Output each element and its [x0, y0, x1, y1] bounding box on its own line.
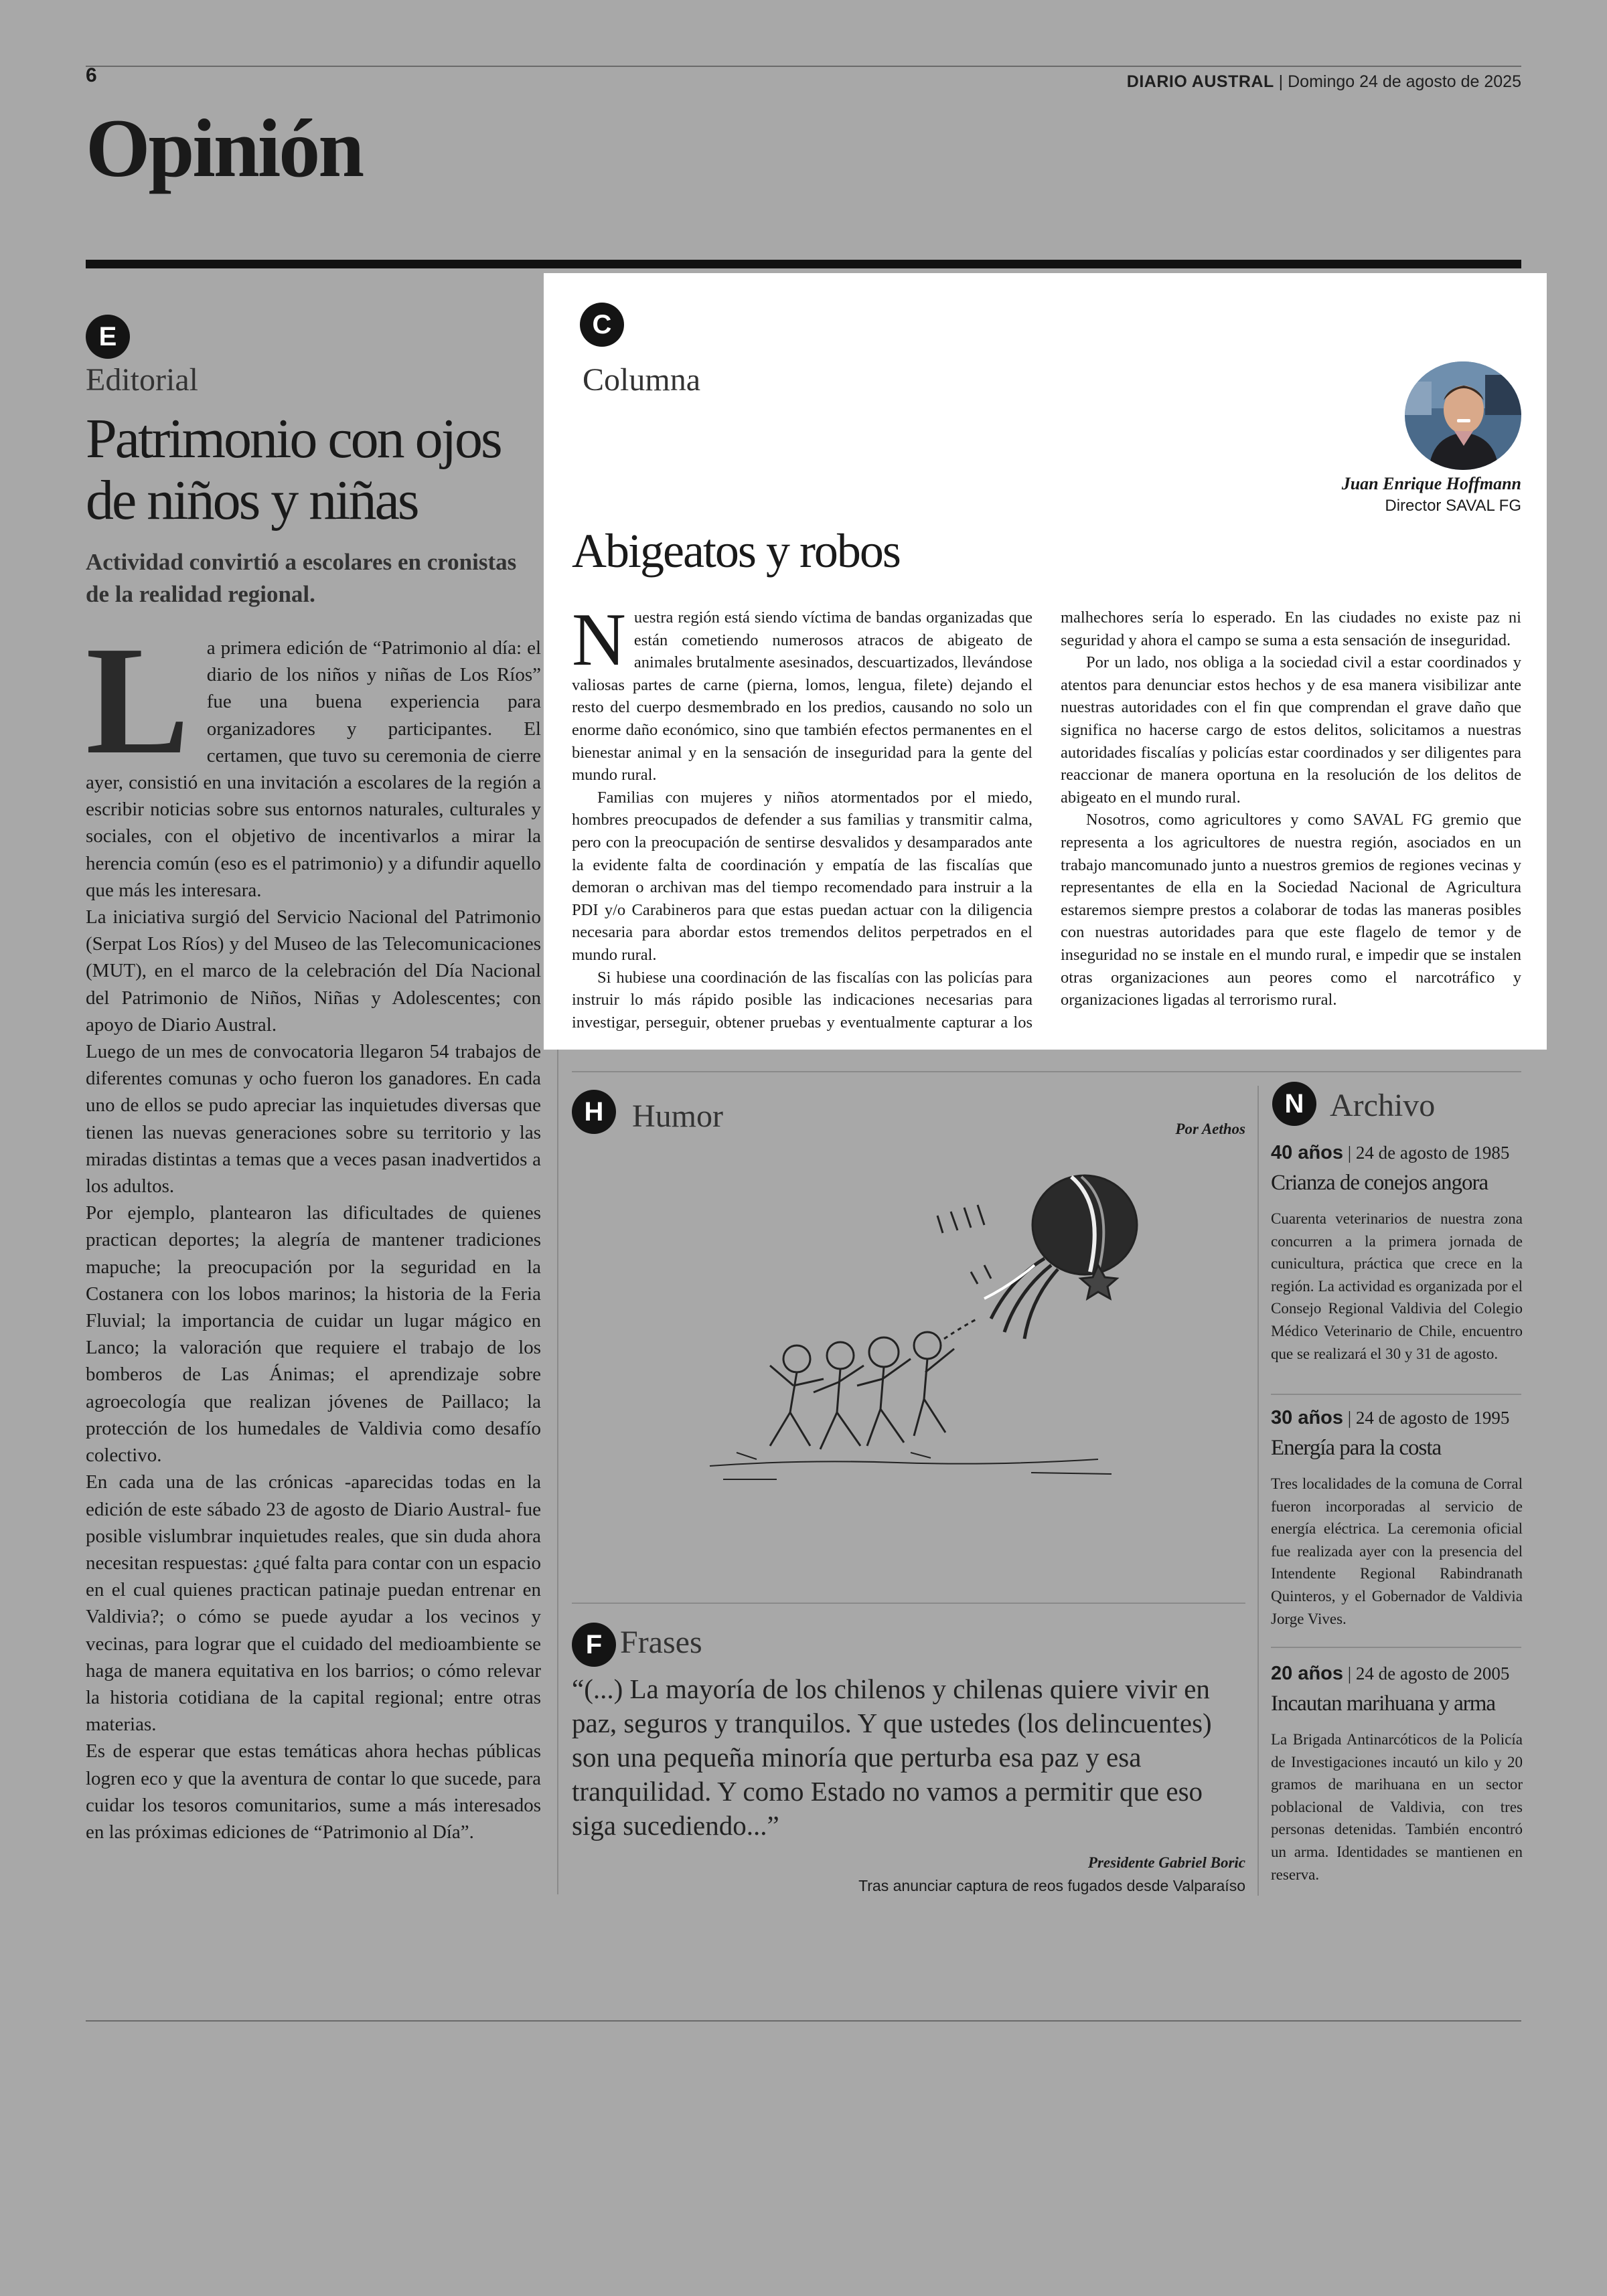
- editorial-paragraph: En cada una de las crónicas -aparecidas todas en la edición de este sábado 23 de agosto de Diario Austral- fue posible vislumbrar inquietudes reales, que sin duda ahora necesitan respuestas: ¿qué falta para contar con un espacio en el cual quienes practican patinaje puedan entrenar en Valdivia?; o cómo se puede ayudar a los vecinos y vecinas, para lograr que el cuidado del medioambiente se haga de manera equitativa en los barrios; o cómo relevar la historia cotidiana de la capital regional; entre otras materias.: [86, 1471, 541, 1736]
- column-divider: [1257, 1086, 1259, 1896]
- archive-years: 40 años: [1271, 1142, 1343, 1163]
- footer-rule: [86, 2020, 1521, 2022]
- editorial-body: [86, 614, 541, 1846]
- editorial-paragraph-text: a primera edición de “Patrimonio al día: el diario de los niños y niñas de Los Ríos” fue una buena experiencia para organizadores y participantes. El certamen, que tuvo su ceremonia de cierre ayer, consistió en una invitación a escolares de la región a escribir noticias sobre sus entornos naturales, culturales y sociales, con el objetivo de incentivarlos a mirar la herencia común (eso es el patrimonio) y a difundir aquello que más les interesara.: [86, 637, 541, 901]
- archivo-badge: N: [1272, 1082, 1316, 1126]
- archive-divider: [1271, 1394, 1521, 1395]
- editorial-kicker: Editorial: [86, 362, 198, 398]
- column-badge: C: [580, 303, 624, 347]
- column-dropcap: N: [572, 598, 626, 681]
- archive-date: 24 de agosto de 1995: [1355, 1408, 1510, 1428]
- column-kicker: Columna: [583, 362, 700, 398]
- humor-kicker: Humor: [632, 1098, 723, 1134]
- editorial-dropcap: L: [86, 614, 189, 787]
- section-title: Opinión: [86, 102, 363, 194]
- column-paragraph: Familias con mujeres y niños atormentados por el miedo, hombres preocupados de defender a sus familias y transmitir calma, pero con la preocupación de sentirse desvalidos y desamparados ante la evidente falta de coordinación y empatía de las fiscalías que demoran o archivan mas del tiempo recomendado para instruir a la PDI y/o Carabineros para que estas puedan actuar con la diligencia necesaria para abordar estos tremendos delitos perpetrados en el mundo rural.: [572, 788, 1032, 964]
- cartoon-illustration: [696, 1165, 1178, 1526]
- editorial-paragraph: Es de esperar que estas temáticas ahora hechas públicas logren eco y que la aventura de contar lo que sucede, para cuidar los tesoros comunitarios, sume a más interesados en las próximas ediciones de “Patrimonio al Día”.: [86, 1740, 541, 1843]
- archive-text: Cuarenta veterinarios de nuestra zona concurren a la primera jornada de cunicultura, práctica que crece en la región. La actividad es organizada por el Consejo Regional Valdivia del Colegio Médico Veterinario de Chile, encuentro que se realizará el 30 y 31 de agosto.: [1271, 1210, 1523, 1362]
- archive-item: [1271, 1407, 1523, 1630]
- page-number: 6: [86, 64, 97, 86]
- archive-text: Tres localidades de la comuna de Corral fueron incorporadas al servicio de energía eléctrica. La ceremonia oficial fue realizada ayer con la presencia del Intendente Regional Rabindranath Quinteros, y el Gobernador de Valdivia Jorge Vives.: [1271, 1475, 1523, 1627]
- archive-divider: [1271, 1647, 1521, 1648]
- column-paragraph: [572, 598, 1032, 787]
- column-paragraph: Si hubiese una coordinación de las fiscalías con las policías para instruir lo más rápido posible las indicaciones necesarias para investigar, perseguir, obtener pruebas y eventualmente capturar a los malhechores sería lo esperado. En las ciudades no existe paz ni seguridad y ahora el campo se suma a esta sensación de inseguridad.: [572, 608, 1521, 1032]
- section-rule: [86, 260, 1521, 268]
- frases-kicker: Frases: [620, 1625, 702, 1660]
- archive-years: 30 años: [1271, 1407, 1343, 1428]
- editorial-badge: E: [86, 315, 130, 359]
- archive-item-header: 40 años | 24 de agosto de 1985: [1271, 1142, 1510, 1163]
- column-author: Juan Enrique Hoffmann: [1341, 474, 1521, 493]
- cartoon-byline: Por Aethos: [1175, 1121, 1245, 1137]
- column-title: Abigeatos y robos: [572, 524, 900, 578]
- editorial-paragraph: [86, 614, 541, 904]
- archive-title: Energía para la costa: [1271, 1436, 1442, 1460]
- column-paragraph-text: uestra región está siendo víctima de bandas organizadas que están cometiendo numerosos atracos de abigeato de animales brutalmente asesinados, descuartizados, llevándose valiosas partes de carne (pierna, lomos, lengua, filete) dejando el resto del cuerpo desmembrado en los predios, causando no solo un enorme daño económico, sino que también efectos permanentes en el bienestar animal y en la sensación de inseguridad para la gente del mundo rural.: [572, 608, 1032, 785]
- archive-item-header: 20 años | 24 de agosto de 2005: [1271, 1663, 1510, 1684]
- archive-years: 20 años: [1271, 1663, 1343, 1684]
- archive-title: Incautan marihuana y arma: [1271, 1692, 1496, 1716]
- frases-badge: F: [572, 1623, 616, 1667]
- section-divider: [572, 1071, 1521, 1072]
- archive-date: 24 de agosto de 2005: [1355, 1663, 1510, 1684]
- column-paragraph: Por un lado, nos obliga a la sociedad civil a estar coordinados y atentos para denunciar estos hechos y de esa manera visibilizar ante nuestras autoridades con el fin que comprendan el grave daño que significa no hacerse cargo de estos delitos, solicitamos a nuestras autoridades fiscalías y policías estar coordinados y ser diligentes para reaccionar de manera oportuna en la resolución de los delitos de abigeato en el mundo rural.: [1061, 653, 1521, 807]
- editorial-paragraph: Por ejemplo, plantearon las dificultades de quienes practican deportes; la alegría de mantener tradiciones mapuche; la preocupación por la seguridad en la Costanera con los lobos marinos; la historia de la Feria Fluvial; la importancia de cuidar un lugar mágico en Lanco; la valoración que requiere el trabajo de los bomberos de Las Ánimas; el aprendizaje sobre agroecología que realizan jóvenes de Paillaco; la protección de los humedales de Valdivia como desafío colectivo.: [86, 1202, 541, 1467]
- archive-text: La Brigada Antinarcóticos de la Policía de Investigaciones incautó un kilo y 20 gramos de marihuana en un sector poblacional de Valdivia, con tres personas detenidas. También encontró un arma. Identidades se mantienen en reserva.: [1271, 1731, 1523, 1883]
- editorial-paragraph: Luego de un mes de convocatoria llegaron 54 trabajos de diferentes comunas y ocho fueron los ganadores. En cada uno de ellos se pudo apreciar las inquietudes diversas que tienen las nuevas generaciones sobre su territorio y las miradas distintas a temas que a veces pasan inadvertidos a los adultos.: [86, 1041, 541, 1198]
- masthead: DIARIO AUSTRAL | Domingo 24 de agosto de 2025: [1126, 72, 1521, 91]
- archive-date: 24 de agosto de 1985: [1355, 1143, 1510, 1163]
- archivo-kicker: Archivo: [1330, 1088, 1436, 1123]
- humor-badge: H: [572, 1090, 616, 1134]
- archive-title: Crianza de conejos angora: [1271, 1171, 1488, 1195]
- archive-item: [1271, 1142, 1523, 1365]
- author-photo: [1405, 361, 1521, 470]
- editorial-paragraph: La iniciativa surgió del Servicio Nacional del Patrimonio (Serpat Los Ríos) y del Museo de las Telecomunicaciones (MUT), en el marco de la celebración del Día Nacional del Patrimonio de Niños, Niñas y Adolescentes; con apoyo de Diario Austral.: [86, 906, 541, 1036]
- column-body: [572, 598, 1521, 1034]
- editorial-subtitle: Actividad convirtió a escolares en cronistas de la realidad regional.: [86, 549, 517, 607]
- column-author-role: Director SAVAL FG: [1385, 497, 1521, 515]
- publication-name: DIARIO AUSTRAL: [1126, 72, 1274, 91]
- quote-context: Tras anunciar captura de reos fugados desde Valparaíso: [858, 1877, 1245, 1894]
- publication-date: Domingo 24 de agosto de 2025: [1288, 72, 1521, 91]
- quote-author: Presidente Gabriel Boric: [1087, 1854, 1245, 1871]
- archive-item: [1271, 1663, 1523, 1886]
- column-paragraph: Nosotros, como agricultores y como SAVAL FG gremio que representa a los agricultores de nuestra región, asociados en un trabajo mancomunado junto a nuestros gremios de regiones vecinas y representantes de ella en la Sociedad Nacional de Agricultura estaremos siempre prestos a colaborar de todas las maneras posibles con nuestras autoridades para que este flagelo de temor y de inseguridad no se instale en el mundo rural, e impedir que se instalen otras organizaciones aun peores como el narcotráfico y organizaciones ligadas al terrorismo rural.: [1061, 811, 1521, 1009]
- header-rule: [86, 66, 1521, 67]
- archive-item-header: 30 años | 24 de agosto de 1995: [1271, 1407, 1510, 1428]
- editorial-title: Patrimonio con ojos de niños y niñas: [86, 408, 501, 531]
- humor-divider: [572, 1603, 1245, 1604]
- quote-text: “(...) La mayoría de los chilenos y chilenas quiere vivir en paz, seguros y tranquilos. Y que ustedes (los delincuentes) son una pequeña minoría que perturba esa paz y esa tranquilidad. Y como Estado no vamos a permitir que eso siga sucediendo...”: [572, 1673, 1212, 1841]
